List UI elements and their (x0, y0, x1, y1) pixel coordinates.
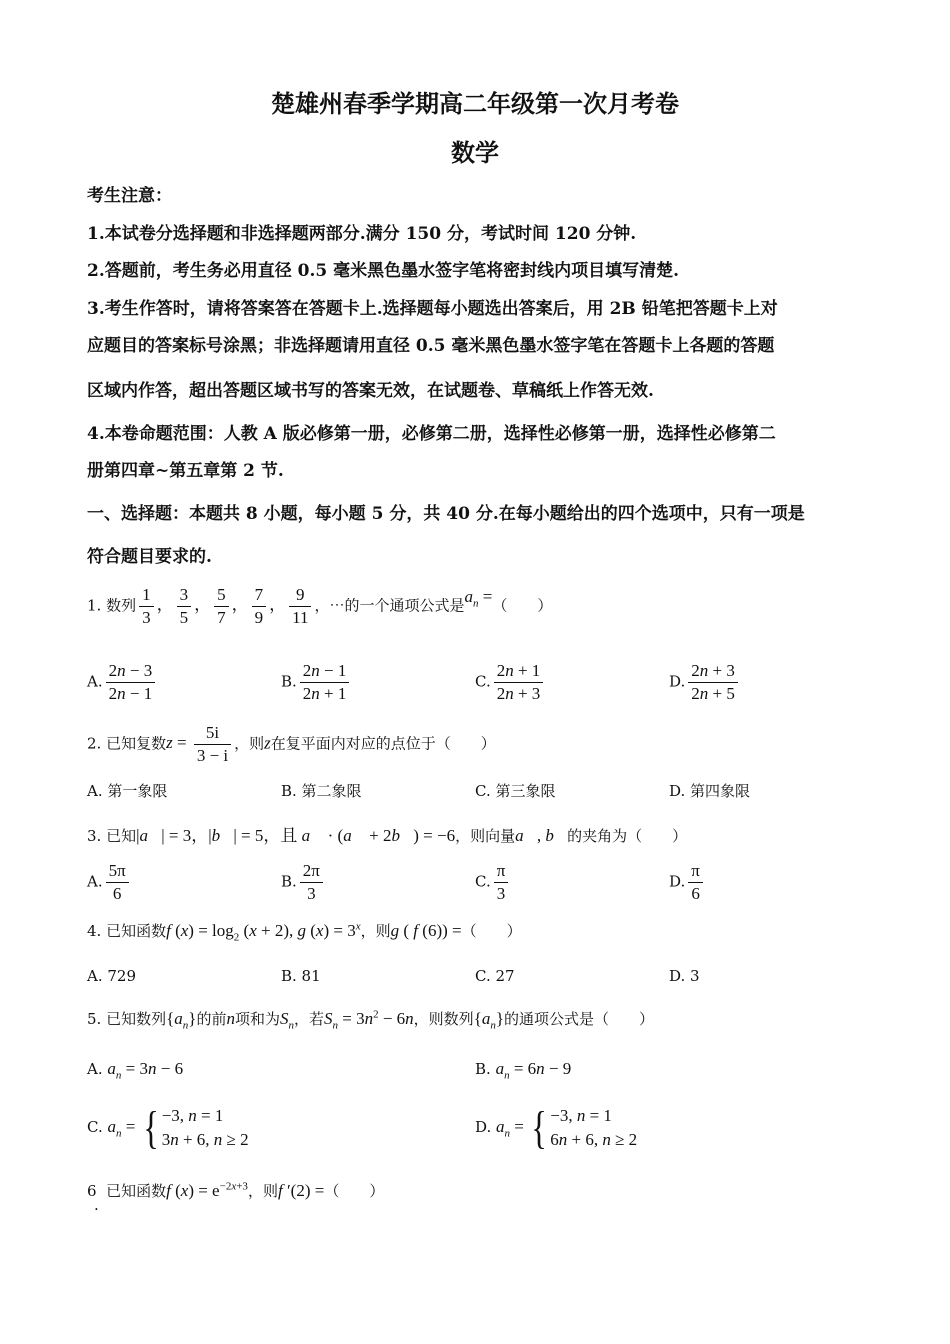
section-1-line-1: 一、选择题：本题共 8 小题，每小题 5 分，共 40 分.在每小题给出的四个选项中，只有一项是 (87, 504, 805, 524)
notice-item-4-line-1: 4.本卷命题范围：人教 A 版必修第一册，必修第二册，选择性必修第一册，选择性必修第二 (87, 424, 776, 444)
q4-option-d: D. 3 (669, 967, 700, 985)
q3-option-c: C. $\frac{\pi}{3}$ (475, 860, 511, 905)
q3-option-a: A. $\frac{5\pi}{6}$ (87, 860, 132, 905)
question-6: 6 已知函数f $(x) = e^{-2x+3}$，则f ′(2) =（ ） (87, 1180, 385, 1200)
notice-item-3-line-1: 3.考生作答时，请将答案答在答题卡上.选择题每小题选出答案后，用 2B 铅笔把答题卡上对 (87, 299, 778, 319)
question-5: 5. 已知数列$\{a_n\}$的前n项和为$S_n$，若$S_n = 3n^2 - 6n$，则数列$\{a_n\}$的通项公式是（ ） (87, 1008, 655, 1032)
q5-option-b: B. $a_n = 6n - 9$ (475, 1059, 572, 1082)
q1-text: ，⋯的一个通项公式是 (314, 596, 465, 615)
q5-text-5: 的通项公式是（ ） (504, 1010, 655, 1028)
q3-b-label: B. (281, 872, 297, 891)
q1-paren: （ ） (492, 596, 553, 615)
q2-prefix: 2. 已知复数 (87, 734, 167, 753)
q5-c-label: C. (87, 1117, 103, 1136)
section-1-line-2: 符合题目要求的. (87, 547, 212, 567)
exam-title: 楚雄州春季学期高二年级第一次月考卷 (271, 89, 679, 118)
q5-text-1: 的前 (196, 1010, 227, 1028)
q2-text-2: 在复平面内对应的点位于（ ） (270, 734, 496, 753)
q2-option-d: D. 第四象限 (669, 782, 751, 800)
q1-option-b: B. $\frac{2n - 1}{2n + 1}$ (281, 660, 352, 705)
q5-option-c: C. $a_n$ = { −3, n = 1 3n + 6, n ≥ 2 (87, 1102, 249, 1153)
question-1: 1. 数列 $\frac{1}{3}$ ， $\frac{3}{5}$ ， $\frac{5}{7}$ ， $\frac{7}{9}$ ， $\frac{9}{11}$ ，⋯的一个通项公式是$a_n$ =（ ） (87, 585, 553, 627)
q6-prefix: 6 (87, 1182, 97, 1200)
q5-option-a: A. $a_n = 3n - 6$ (87, 1059, 184, 1082)
q5-text-3: ，若 (293, 1010, 324, 1028)
q4-option-c: C. 27 (475, 967, 515, 985)
question-2: 2. 已知复数z = $\frac{5i}{3 - i}$ ，则z在复平面内对应的点位于（ ） (87, 723, 496, 765)
q1-option-d: D. $\frac{2n + 3}{2n + 5}$ (669, 660, 741, 705)
q6-dot: . (94, 1196, 99, 1214)
q6-paren: （ ） (324, 1182, 385, 1200)
notice-item-2: 2.答题前，考生务必用直径 0.5 毫米黑色墨水签字笔将密封线内项目填写清楚. (87, 261, 680, 281)
q5-prefix: 5. 已知数列 (87, 1010, 167, 1028)
q1-d-label: D. (669, 672, 686, 691)
q1-a-label: A. (87, 672, 103, 691)
notice-item-4-line-2: 册第四章~第五章第 2 节. (87, 461, 284, 481)
q2-text: ，则 (234, 734, 265, 753)
notice-item-3-line-3: 区域内作答，超出答题区域书写的答案无效，在试题卷、草稿纸上作答无效. (87, 381, 654, 401)
q3-a-label: A. (87, 872, 103, 891)
q3-text-2: 的夹角为（ ） (567, 827, 688, 845)
q2-option-a: A. 第一象限 (87, 782, 168, 800)
q5-a-label: A. (87, 1060, 103, 1078)
q3-text: ，则向量 (455, 827, 516, 845)
q1-prefix: 1. 数列 (87, 596, 137, 615)
q1-option-c: C. $\frac{2n + 1}{2n + 3}$ (475, 660, 546, 705)
q4-option-b: B. 81 (281, 967, 321, 985)
q5-b-label: B. (475, 1060, 491, 1078)
q4-text: ，则 (360, 922, 391, 940)
subject-title: 数学 (451, 138, 499, 167)
q3-d-label: D. (669, 872, 686, 891)
q3-option-b: B. $\frac{2\pi}{3}$ (281, 860, 326, 905)
q1-b-label: B. (281, 672, 297, 691)
q5-text-4: ，则数列 (413, 1010, 474, 1028)
q3-c-label: C. (475, 872, 491, 891)
q2-option-b: B. 第二象限 (281, 782, 362, 800)
q4-paren: （ ） (461, 922, 522, 940)
q5-text-2: 项和为 (234, 1010, 280, 1028)
q1-option-a: A. $\frac{2n - 3}{2n - 1}$ (87, 660, 158, 705)
q6-text: 已知函数 (106, 1182, 167, 1200)
q3-option-d: D. $\frac{\pi}{6}$ (669, 860, 706, 905)
q4-prefix: 4. 已知函数 (87, 922, 167, 940)
q3-prefix: 3. 已知 (87, 827, 137, 845)
notice-heading: 考生注意： (87, 186, 172, 206)
q5-d-label: D. (475, 1117, 492, 1136)
q6-text-2: ，则 (247, 1182, 278, 1200)
q2-option-c: C. 第三象限 (475, 782, 556, 800)
question-4: 4. 已知函数f $(x) = \log_2 (x + 2)$, g $(x) = 3^x$，则g ( f (6)) =（ ） (87, 920, 522, 944)
q4-option-a: A. 729 (87, 967, 136, 985)
q5-option-d: D. $a_n$ = { −3, n = 1 6n + 6, n ≥ 2 (475, 1102, 638, 1153)
notice-item-1: 1.本试卷分选择题和非选择题两部分.满分 150 分，考试时间 120 分钟. (87, 224, 637, 244)
question-3: 3. 已知|a⃗| = 3，|b⃗| = 5，且 a⃗ · (a⃗ + 2b⃗) = −6，则向量a⃗, b⃗的夹角为（ ） (87, 826, 688, 845)
q1-c-label: C. (475, 672, 491, 691)
notice-item-3-line-2: 应题目的答案标号涂黑；非选择题请用直径 0.5 毫米黑色墨水签字笔在答题卡上各题的答题 (87, 336, 775, 356)
